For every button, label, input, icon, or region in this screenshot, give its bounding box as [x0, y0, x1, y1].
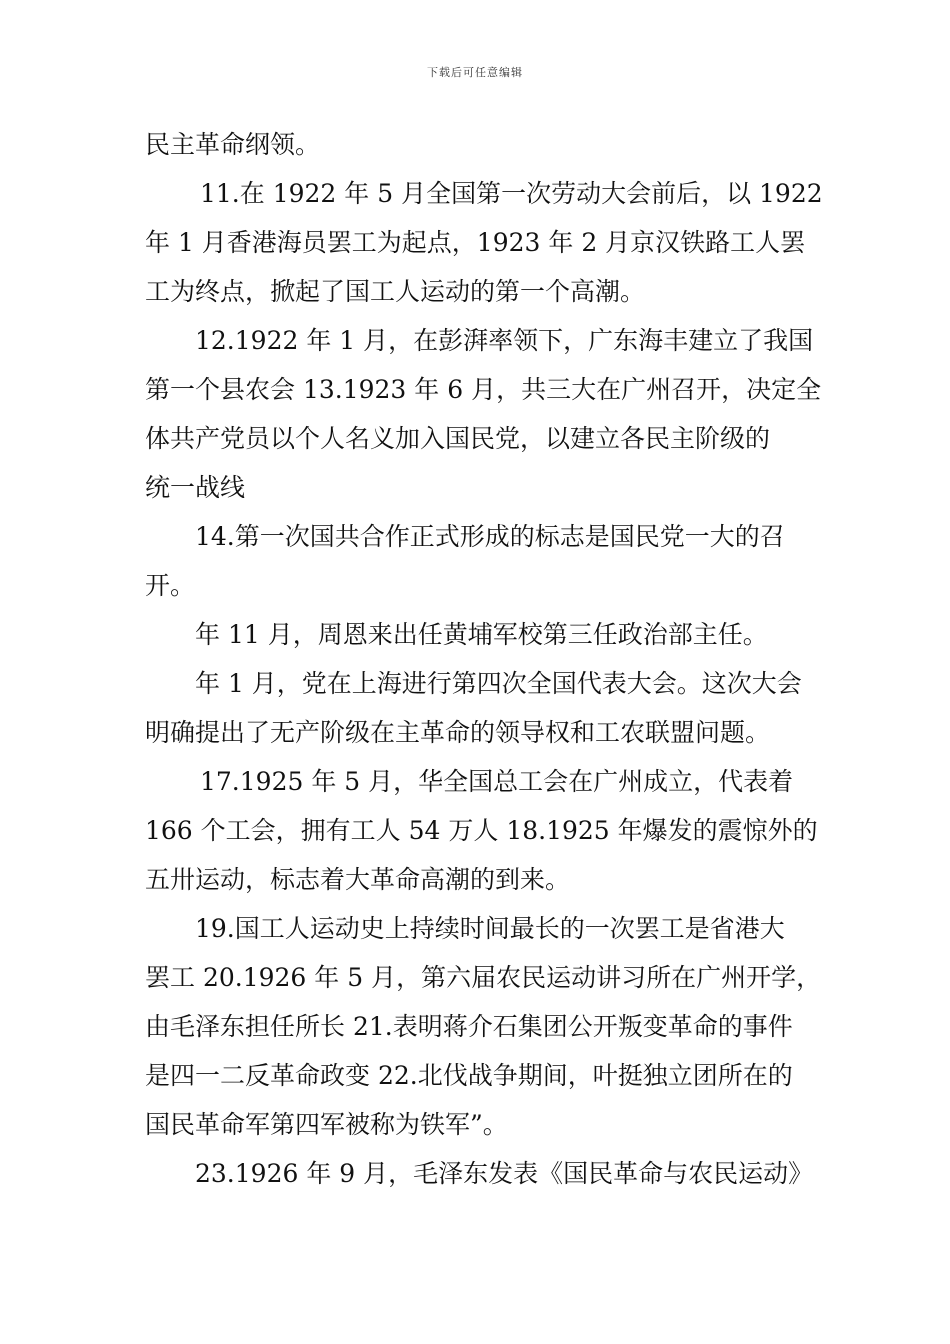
text-line: 年 11 月，周恩来出任黄埔军校第三任政治部主任。 — [195, 620, 768, 649]
text-line: 14.第一次国共合作正式形成的标志是国民党一大的召 — [195, 522, 785, 551]
text-line: 23.1926 年 9 月，毛泽东发表《国民革命与农民运动》 — [195, 1159, 814, 1188]
text-line: 开。 — [145, 571, 196, 600]
text-line: 明确提出了无产阶级在主革命的领导权和工农联盟问题。 — [145, 718, 771, 747]
text-line: 年 1 月，党在上海进行第四次全国代表大会。这次大会 — [195, 669, 802, 698]
text-line: 11.在 1922 年 5 月全国第一次劳动大会前后，以 1922 — [200, 179, 823, 208]
text-line: 第一个县农会 13.1923 年 6 月，共三大在广州召开，决定全 — [145, 375, 822, 404]
page-header: 下载后可任意编辑 — [427, 66, 523, 79]
text-line: 年 1 月香港海员罢工为起点，1923 年 2 月京汉铁路工人罢 — [145, 228, 806, 257]
text-line: 统一战线 — [145, 473, 246, 502]
text-line: 12.1922 年 1 月，在彭湃率领下，广东海丰建立了我国 — [195, 326, 814, 355]
document-body — [145, 120, 823, 1198]
text-line: 17.1925 年 5 月，华全国总工会在广州成立，代表着 — [200, 767, 794, 796]
text-line: 是四一二反革命政变 22.北伐战争期间，叶挺独立团所在的 — [145, 1061, 793, 1090]
text-line: 五卅运动，标志着大革命高潮的到来。 — [145, 865, 571, 894]
text-line: 民主革命纲领。 — [145, 130, 321, 159]
text-line: 由毛泽东担任所长 21.表明蒋介石集团公开叛变革命的事件 — [145, 1012, 793, 1041]
text-line: 国民革命军第四军被称为铁军”。 — [145, 1110, 508, 1139]
text-line: 工为终点，掀起了国工人运动的第一个高潮。 — [145, 277, 646, 306]
text-line: 166 个工会，拥有工人 54 万人 18.1925 年爆发的震惊外的 — [145, 816, 818, 845]
text-line: 罢工 20.1926 年 5 月，第六届农民运动讲习所在广州开学， — [145, 963, 822, 992]
text-line: 体共产党员以个人名义加入国民党，以建立各民主阶级的 — [145, 424, 771, 453]
text-line: 19.国工人运动史上持续时间最长的一次罢工是省港大 — [195, 914, 785, 943]
